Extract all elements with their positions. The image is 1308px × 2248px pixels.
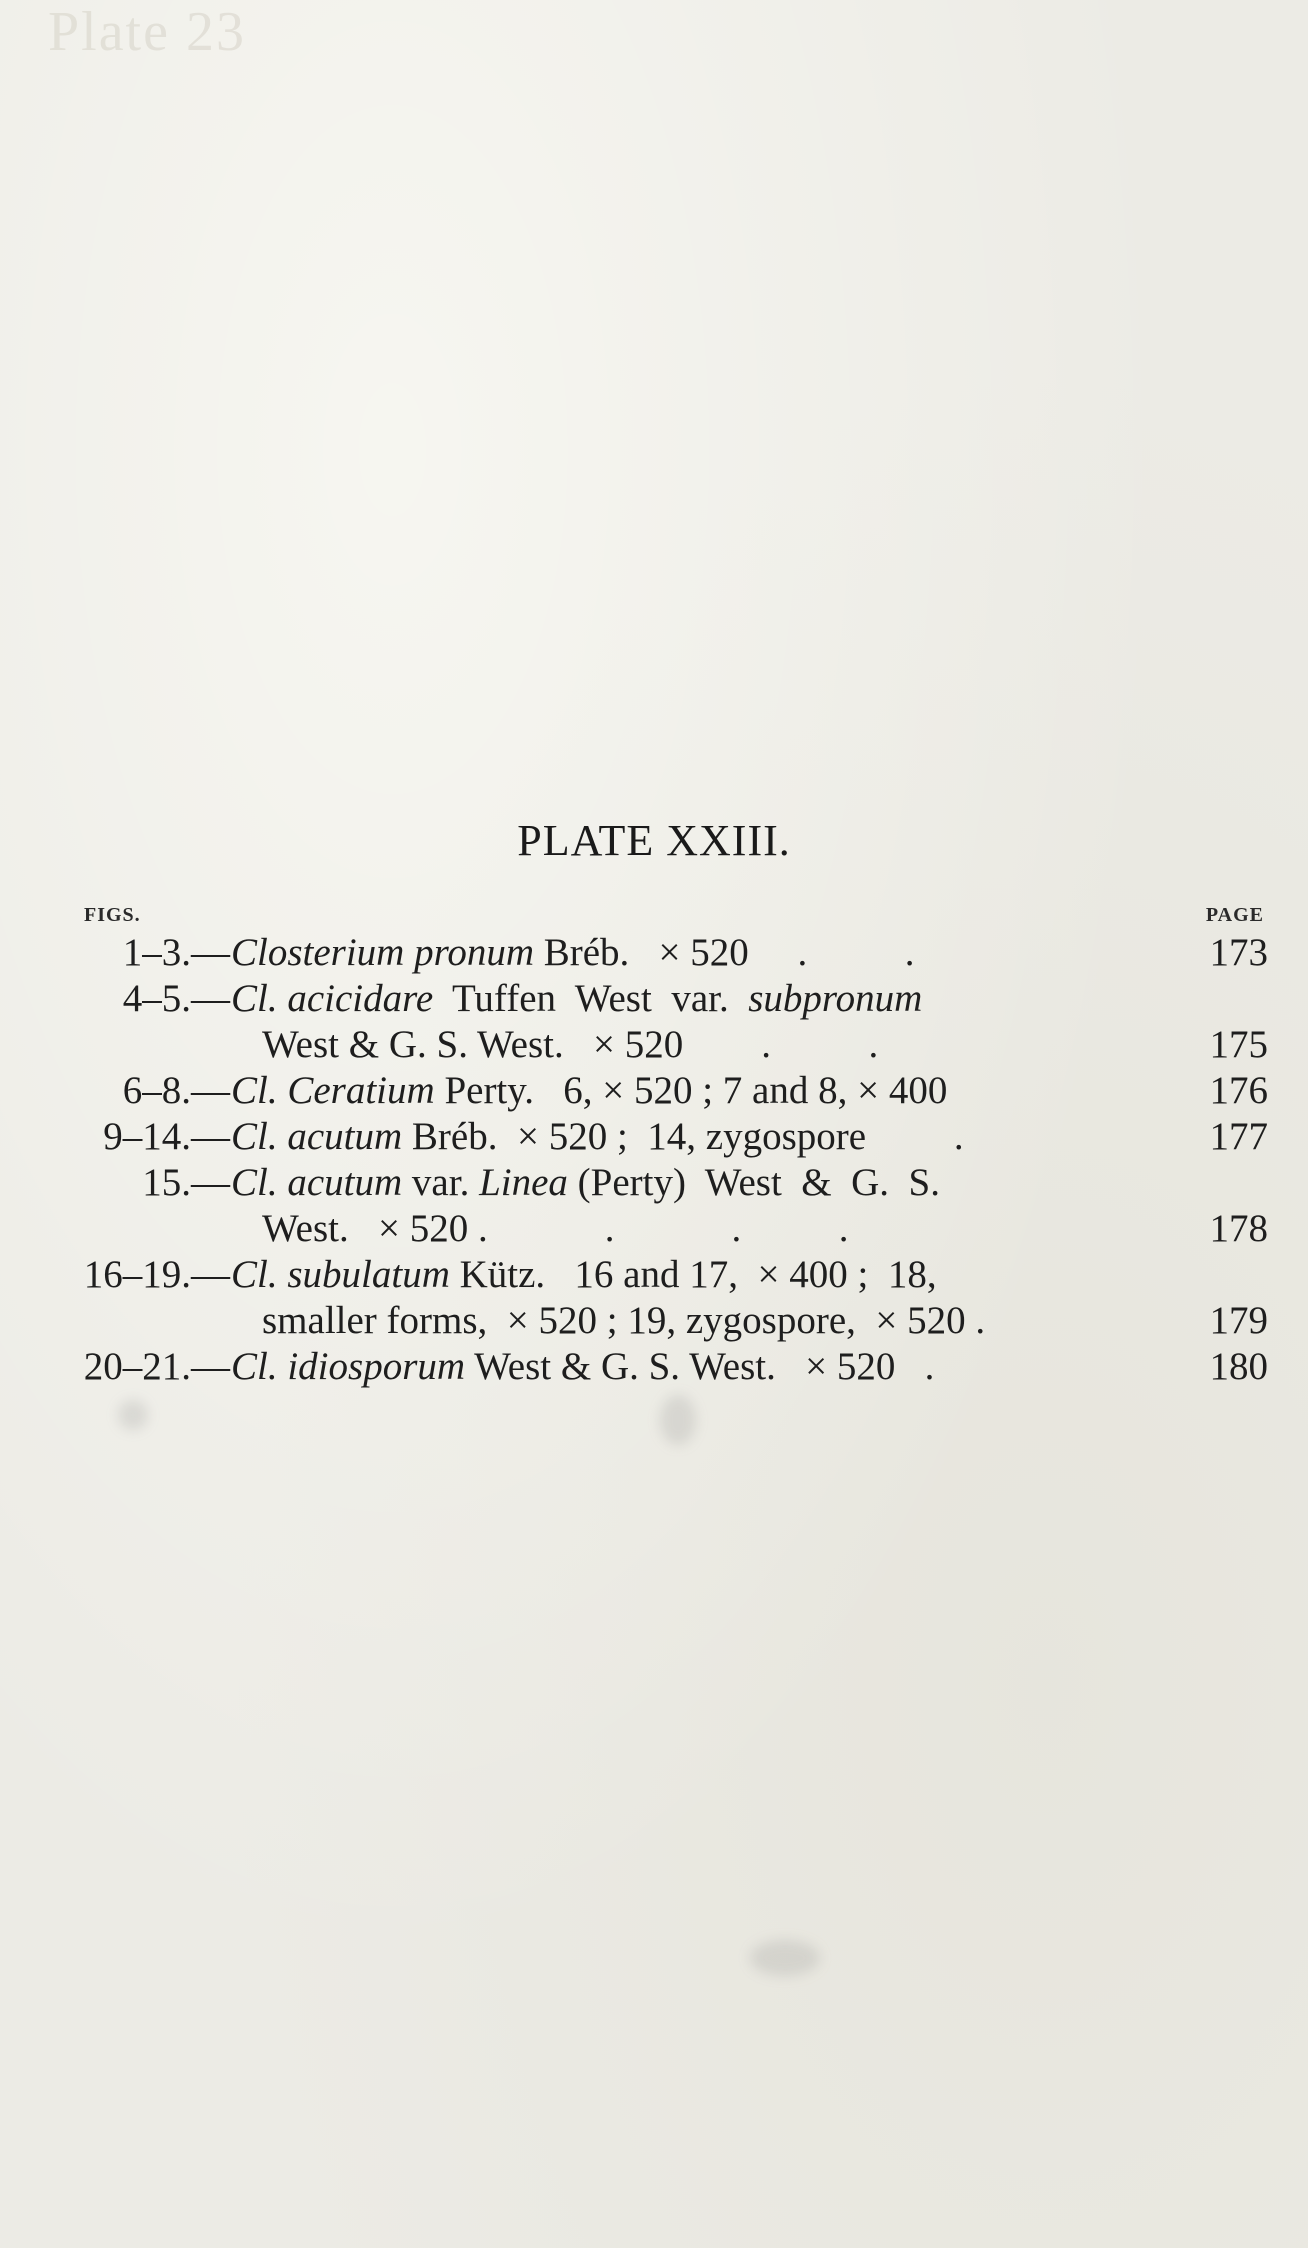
species-name: Cl. idiosporum <box>231 1345 466 1388</box>
plate-title: PLATE XXIII. <box>517 816 791 865</box>
description-text: Tuffen West var. <box>433 977 749 1020</box>
smudge <box>118 1400 148 1430</box>
entry-description <box>231 1252 1166 1298</box>
index-entry <box>0 1160 1308 1206</box>
page-number: 177 <box>1209 1115 1268 1158</box>
index-entry <box>0 1344 1308 1390</box>
figure-numbers: 15.— <box>142 1161 230 1204</box>
page-number: 179 <box>1209 1299 1268 1342</box>
index-entry-continuation <box>0 1022 1308 1068</box>
figure-numbers: 16–19.— <box>83 1253 230 1296</box>
page-number: 180 <box>1209 1345 1268 1388</box>
description-text: West & G. S. West. × 520 . <box>465 1345 935 1388</box>
entry-description <box>231 1114 1166 1160</box>
species-name: Linea <box>479 1161 568 1204</box>
figure-numbers: 9–14.— <box>103 1115 230 1158</box>
figure-numbers: 4–5.— <box>122 977 230 1020</box>
description-text: Bréb. × 520 ; 14, zygospore . <box>402 1115 964 1158</box>
description-text: var. <box>402 1161 480 1204</box>
page-number: 175 <box>1209 1023 1268 1066</box>
index-entry <box>0 1114 1308 1160</box>
page-number: 176 <box>1209 1069 1268 1112</box>
description-text: Bréb. × 520 . . <box>534 931 915 974</box>
species-name: Cl. subulatum <box>231 1253 450 1296</box>
species-name: Cl. acicidare <box>231 977 434 1020</box>
index-entry-continuation <box>0 1206 1308 1252</box>
entry-description <box>231 930 1166 976</box>
page-number: 173 <box>1209 931 1268 974</box>
smudge <box>660 1395 696 1445</box>
description-text: smaller forms, × 520 ; 19, zygospore, × 520 . <box>262 1299 986 1342</box>
entry-description <box>231 976 1166 1022</box>
description-text: (Perty) West & G. S. <box>567 1161 940 1204</box>
species-name: Closterium pronum <box>231 931 534 974</box>
bleed-through-text: Plate 23 <box>48 1 246 63</box>
smudge <box>750 1940 820 1976</box>
figure-numbers: 6–8.— <box>122 1069 230 1112</box>
index-entry <box>0 976 1308 1022</box>
figure-numbers: 1–3.— <box>122 931 230 974</box>
species-name: subpronum <box>748 977 923 1020</box>
index-entry-continuation <box>0 1298 1308 1344</box>
entry-description <box>231 1068 1166 1114</box>
page-column-header: PAGE <box>1205 904 1264 926</box>
figure-numbers: 20–21.— <box>83 1345 230 1388</box>
entry-description <box>231 1344 1166 1390</box>
description-text: West & G. S. West. × 520 . . <box>262 1023 879 1066</box>
index-entry <box>0 1252 1308 1298</box>
description-text: Kütz. 16 and 17, × 400 ; 18, <box>449 1253 937 1296</box>
description-text: Perty. 6, × 520 ; 7 and 8, × 400 <box>434 1069 948 1112</box>
index-entry <box>0 1068 1308 1114</box>
species-name: Cl. acutum <box>231 1161 403 1204</box>
index-entry <box>0 930 1308 976</box>
page-number: 178 <box>1209 1207 1268 1250</box>
figs-column-header: FIGS. <box>84 904 141 926</box>
description-text: West. × 520 . . . . <box>262 1207 849 1250</box>
entry-description <box>262 1206 1197 1252</box>
species-name: Cl. acutum <box>231 1115 403 1158</box>
entry-description <box>262 1298 1197 1344</box>
species-name: Cl. Ceratium <box>231 1069 435 1112</box>
entry-description <box>262 1022 1197 1068</box>
entry-description <box>231 1160 1166 1206</box>
